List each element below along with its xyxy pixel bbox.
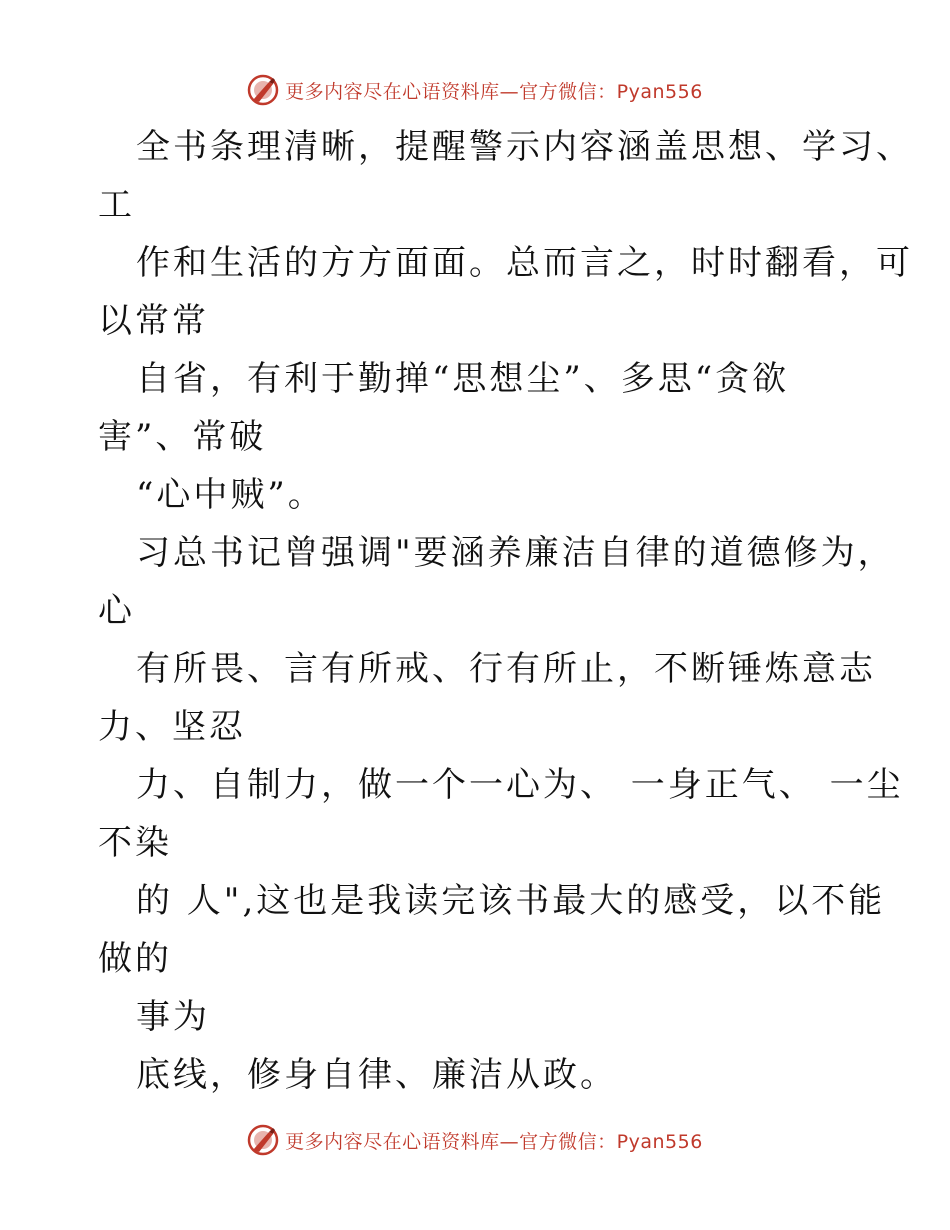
text-line: 害”、常破 — [98, 417, 267, 457]
pen-logo-icon — [247, 74, 279, 106]
text-line: 的 人",这也是我读完该书最大的感受，以不能 — [136, 881, 886, 921]
text-line: 有所畏、言有所戒、行有所止，不断锤炼意志 — [136, 649, 876, 689]
header-banner-text: 更多内容尽在心语资料库—官方微信：Pyan556 — [285, 80, 703, 103]
text-line: 做的 — [98, 939, 172, 979]
header-banner — [0, 70, 950, 110]
pen-logo-icon — [247, 1124, 279, 1156]
text-line: 心 — [98, 591, 135, 631]
text-line: 力、坚忍 — [98, 707, 246, 747]
text-line: 工 — [98, 185, 135, 225]
text-line: “心中贼”。 — [136, 475, 325, 515]
text-line: 事为 — [136, 997, 210, 1037]
text-line: 习总书记曾强调"要涵养廉洁自律的道德修为， — [136, 533, 895, 573]
text-line: 力、自制力，做一个一心为、 一身正气、 一尘 — [136, 765, 904, 805]
text-line: 底线，修身自律、廉洁从政。 — [136, 1055, 617, 1095]
text-line: 作和生活的方方面面。总而言之，时时翻看，可 — [136, 243, 913, 283]
text-line: 以常常 — [98, 301, 209, 341]
footer-banner-text: 更多内容尽在心语资料库—官方微信：Pyan556 — [285, 1130, 703, 1153]
footer-banner — [0, 1120, 950, 1160]
text-line: 不染 — [98, 823, 172, 863]
text-line: 全书条理清晰，提醒警示内容涵盖思想、学习、 — [136, 127, 913, 167]
text-line: 自省，有利于勤掸“思想尘”、多思“贪欲 — [136, 359, 790, 399]
document-body — [98, 118, 913, 1104]
